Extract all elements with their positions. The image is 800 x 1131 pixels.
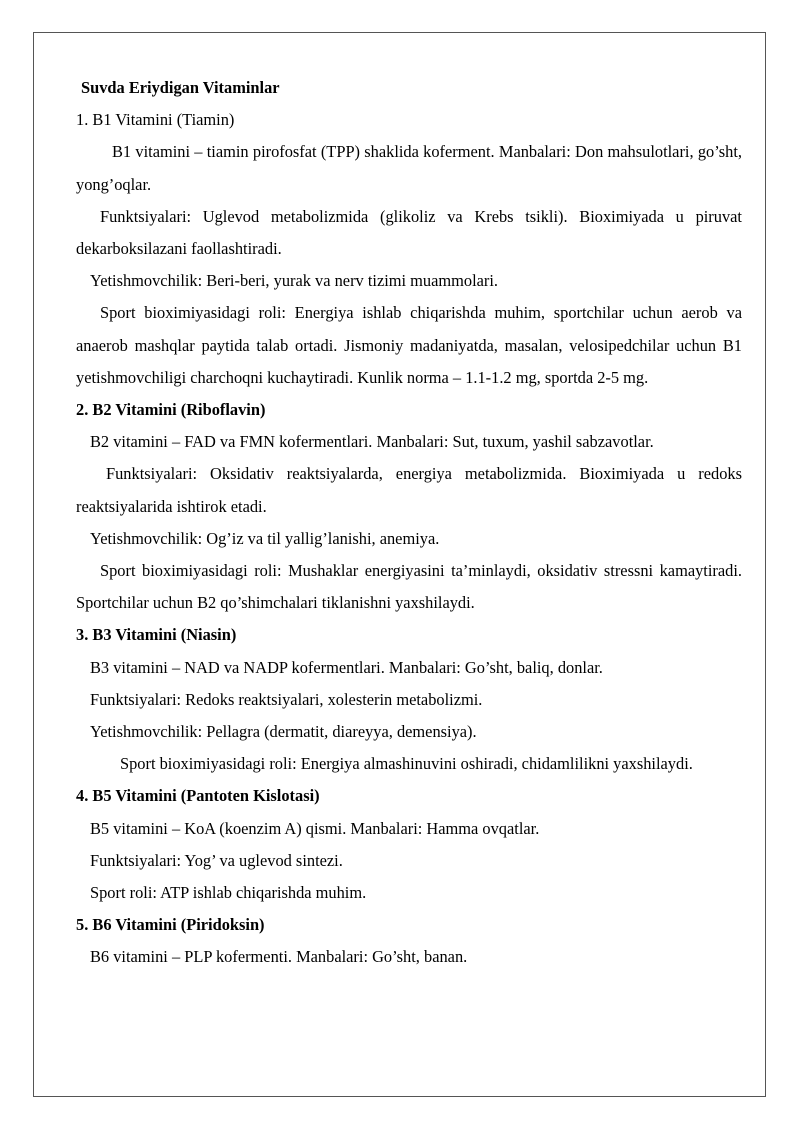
section-heading: 4. B5 Vitamini (Pantoten Kislotasi) <box>76 786 320 806</box>
body-paragraph: 1. B1 Vitamini (Tiamin) <box>76 110 235 130</box>
body-paragraph: B3 vitamini – NAD va NADP kofermentlari. Manbalari: Go’sht, baliq, donlar. <box>90 657 603 677</box>
section-heading: 3. B3 Vitamini (Niasin) <box>76 625 237 645</box>
body-paragraph: Funktsiyalari: Oksidativ reaktsiyalarda, energiya metabolizmida. Bioximiyada u redoks reaktsiyalarida ishtirok etadi. <box>76 464 742 516</box>
body-paragraph: B1 vitamini – tiamin pirofosfat (TPP) shaklida koferment. Manbalari: Don mahsulotlari, go’sht, yong’oqlar. <box>76 142 742 194</box>
body-paragraph: Yetishmovchilik: Beri-beri, yurak va nerv tizimi muammolari. <box>90 271 499 291</box>
body-paragraph: Funktsiyalari: Yog’ va uglevod sintezi. <box>90 850 343 870</box>
body-paragraph: Sport bioximiyasidagi roli: Energiya almashinuvini oshiradi, chidamlilikni yaxshilaydi. <box>120 754 693 774</box>
body-paragraph: B2 vitamini – FAD va FMN kofermentlari. Manbalari: Sut, tuxum, yashil sabzavotlar. <box>90 432 654 452</box>
document-body <box>76 72 742 974</box>
section-heading: 5. B6 Vitamini (Piridoksin) <box>76 915 265 935</box>
section-heading: 2. B2 Vitamini (Riboflavin) <box>76 400 266 420</box>
body-paragraph: Funktsiyalari: Redoks reaktsiyalari, xolesterin metabolizmi. <box>90 689 483 709</box>
body-paragraph: Yetishmovchilik: Pellagra (dermatit, diareyya, demensiya). <box>90 722 477 742</box>
body-paragraph: Yetishmovchilik: Og’iz va til yallig’lanishi, anemiya. <box>90 528 440 548</box>
body-paragraph: B6 vitamini – PLP kofermenti. Manbalari: Go’sht, banan. <box>90 947 468 967</box>
body-paragraph: Sport bioximiyasidagi roli: Mushaklar energiyasini ta’minlaydi, oksidativ stressni kamaytiradi. Sportchilar uchun B2 qo’shimchalari tiklanishni yaxshilaydi. <box>76 561 742 613</box>
paragraph-list <box>76 104 742 973</box>
body-paragraph: Funktsiyalari: Uglevod metabolizmida (glikoliz va Krebs tsikli). Bioximiyada u piruvat dekarboksilazani faollashtiradi. <box>76 206 742 259</box>
body-paragraph: Sport bioximiyasidagi roli: Energiya ishlab chiqarishda muhim, sportchilar uchun aerob va anaerob mashqlar paytida talab ortadi. Jismoniy madaniyatda, masalan, velosipedchilar uchun B1 yetishmovchiligi charchoqni kuchaytiradi. Kunlik norma – 1.1-1.2 mg, sportda 2-5 mg. <box>76 303 742 387</box>
document-title: Suvda Eriydigan Vitaminlar <box>81 78 280 97</box>
body-paragraph: B5 vitamini – KoA (koenzim A) qismi. Manbalari: Hamma ovqatlar. <box>90 818 540 838</box>
body-paragraph: Sport roli: ATP ishlab chiqarishda muhim. <box>90 883 367 903</box>
